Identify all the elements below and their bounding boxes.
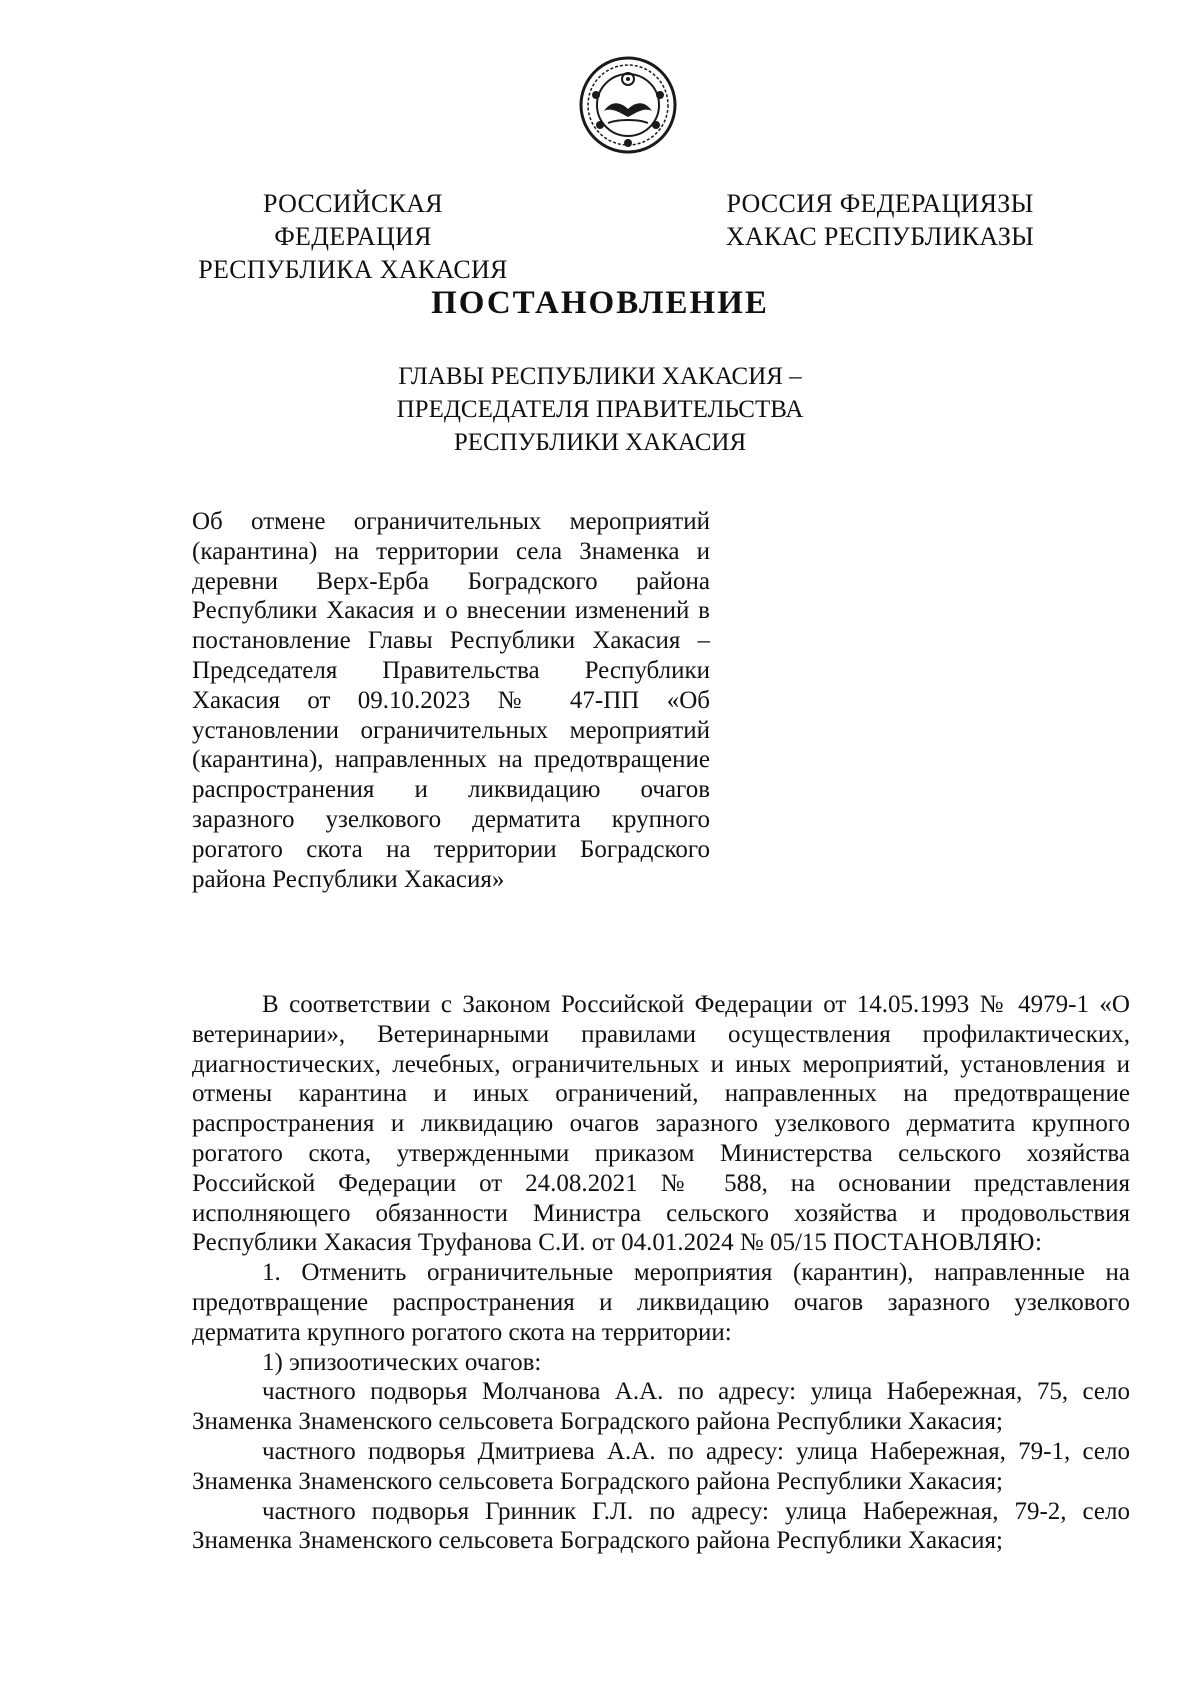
decree-word: ПОСТАНОВЛЯЮ: bbox=[833, 1229, 1043, 1257]
header-right-line1: РОССИЯ ФЕДЕРАЦИЯЗЫ bbox=[726, 189, 1034, 218]
document-subject: Об отмене ограничительных мероприятий (карантина) на территории села Знаменка и деревни Верх-Ерба Боградского района Республики Хакасия и о внесении изменений в постановление Главы Республики Хакасия – Председателя Правительства Республики Хакасия от 09.10.2023 № 47-ПП «Об установлении ограничительных мероприятий (карантина), направленных на предотвращение распространения и ликвидацию очагов заразного узелкового дерматита крупного рогатого скота на территории Боградского района Республики Хакасия» bbox=[192, 508, 710, 893]
header-left-line2: РЕСПУБЛИКА ХАКАСИЯ bbox=[198, 255, 508, 284]
address-item: частного подворья Дмитриева А.А. по адресу: улица Набережная, 79-1, село Знаменка Знаменского сельсовета Боградского района Республики Хакасия; bbox=[192, 1437, 1130, 1495]
issuer-line2: ПРЕДСЕДАТЕЛЯ ПРАВИТЕЛЬСТВА bbox=[396, 396, 804, 423]
khakassia-coat-of-arms-icon bbox=[578, 55, 678, 155]
address-item: частного подворья Гринник Г.Л. по адресу: улица Набережная, 79-2, село Знаменка Знаменского сельсовета Боградского района Республики Хакасия; bbox=[192, 1497, 1130, 1555]
header-left-line1: РОССИЙСКАЯ ФЕДЕРАЦИЯ bbox=[263, 189, 443, 251]
sub-item-1: 1) эпизоотических очагов: bbox=[262, 1348, 542, 1376]
preamble-paragraph bbox=[192, 990, 1130, 1258]
issuer-block bbox=[0, 360, 1200, 459]
header-left bbox=[188, 187, 518, 286]
header-right bbox=[715, 187, 1045, 253]
issuer-line3: РЕСПУБЛИКИ ХАКАСИЯ bbox=[453, 429, 747, 456]
preamble-text: В соответствии с Законом Российской Федерации от 14.05.1993 № 4979-1 «О ветеринарии», Ветеринарными правилами осуществления профилактических, диагностических, лечебных, ограничительных и иных мероприятий, установления и отмены карантина и иных ограничений, направленных на предотвращение распространения и ликвидацию очагов заразного узелкового дерматита крупного рогатого скота, утвержденными приказом Министерства сельского хозяйства Российской Федерации от 24.08.2021 № 588, на основании представления исполняющего обязанности Министра сельского хозяйства и продовольствия Республики Хакасия Труфанова С.И. от 04.01.2024 № 05/15 bbox=[192, 991, 1130, 1257]
address-item: частного подворья Молчанова А.А. по адресу: улица Набережная, 75, село Знаменка Знаменского сельсовета Боградского района Республики Хакасия; bbox=[192, 1378, 1130, 1436]
header-right-line2: ХАКАС РЕСПУБЛИКАЗЫ bbox=[725, 222, 1035, 251]
issuer-line1: ГЛАВЫ РЕСПУБЛИКИ ХАКАСИЯ – bbox=[398, 363, 802, 390]
item-1-paragraph: 1. Отменить ограничительные мероприятия (карантин), направленные на предотвращение распространения и ликвидацию очагов заразного узелкового дерматита крупного рогатого скота на территории: bbox=[192, 1259, 1130, 1346]
document-title: ПОСТАНОВЛЕНИЕ bbox=[431, 285, 769, 321]
document-body bbox=[192, 990, 1130, 1556]
